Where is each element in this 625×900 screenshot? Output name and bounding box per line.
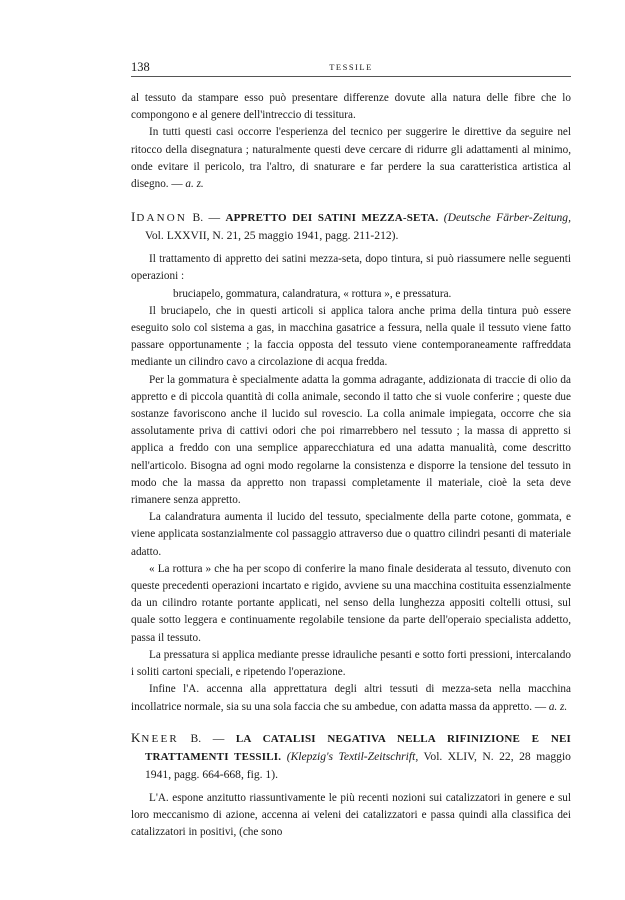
article-1-title: APPRETTO DEI SATINI MEZZA-SETA.	[225, 212, 439, 225]
page-number: 138	[131, 60, 150, 74]
article-2-paragraph: L'A. espone anzitutto riassuntivamente le più recenti nozioni sui catalizzatori in genere e sul loro meccanismo di azione, accenna ai veleni dei catalizzatori e passa quindi alla classifica dei catalizzatori in positivi, (che sono	[131, 791, 571, 839]
article-2-heading: KNEER B. — LA CATALISI NEGATIVA NELLA RIFINIZIONE E NEI TRATTAMENTI TESSILI. (Klepzig's Textil-Zeitschrift, Vol. XLIV, N. 22, 28 maggio 1941, pagg. 664-668, fig. 1).	[131, 729, 571, 781]
article-1-paragraph: La calandratura aumenta il lucido del tessuto, specialmente della parte cotone, gommata, e viene applicata sostanzialmente col passaggio attraverso due o quattro cilindri pesanti di materiale adatto.	[131, 511, 571, 558]
article-2-title: LA CATALISI NEGATIVA NELLA RIFINIZIONE E NEI TRATTAMENTI TESSILI.	[145, 732, 571, 763]
article-1-paragraph: Per la gommatura è specialmente adatta la gomma adragante, addizionata di traccie di olio da appretto e di piccola quantità di colla animale, secondo il tatto che si vuole conferire ; queste due sostanze favoriscono anche il lucido sul rovescio. La colla animale impiegata, occorre che sia assolutamente priva di cattivi odori che poi rimarrebbero nel tessuto ; la massa di appretto si applica a freddo con una semplice apparecchiatura ed una adatta manualità, come descritto nell'articolo. Bisogna ad ogni modo regolarne la consistenza e disporre la tensione del tessuto in modo che la massa da appretto non trapassi completamente il materiale, cioè la seta deve rimanere senza appretto.	[131, 373, 571, 507]
article-2-citation: Vol. XLIV, N. 22, 28 maggio 1941, pagg. 664-668, fig. 1).	[145, 749, 571, 781]
intro-paragraph-1: al tessuto da stampare esso può presentare differenze dovute alla natura delle fibre che lo compongono e al genere dell'intreccio di tessitura.	[131, 92, 571, 122]
body-text	[131, 90, 571, 841]
article-1-paragraph: « La rottura » che ha per scopo di conferire la mano finale desiderata al tessuto, divenuto con queste precedenti operazioni incartato e rigido, avviene su una macchina costituita essenzialmente da un cilindro rotante portante applicati, nel senso della lunghezza appositi coltelli ottusi, sul quale sotto leggera e continuamente regolabile tensione da parte dell'operaio specialista addetto, passa il tessuto.	[131, 562, 571, 644]
article-1-paragraph: Infine l'A. accenna alla apprettatura degli altri tessuti di mezza-seta nella macchina incollatrice normale, sia su una sola faccia che su ambedue, con adatta massa da appretto. — a. z.	[131, 683, 571, 713]
article-1-paragraph: Il bruciapelo, che in questi articoli si applica talora anche prima della tintura può essere eseguito solo col sistema a gas, in macchina gasatrice a fessura, nella quale il tessuto viene fatto passare opportunamente ; la faccia opposta del tessuto viene contemporaneamente raffreddata mediante un cilindro cavo a circolazione di acqua fredda.	[131, 304, 571, 369]
article-2-journal: (Klepzig's Textil-Zeitschrift,	[286, 749, 419, 763]
running-title: TESSILE	[329, 62, 373, 72]
article-1-citation: Vol. LXXVII, N. 21, 25 maggio 1941, pagg. 211-212).	[145, 229, 399, 243]
article-1-heading: IDANON B. — APPRETTO DEI SATINI MEZZA-SETA. (Deutsche Färber-Zeitung, Vol. LXXVII, N. 21, 25 maggio 1941, pagg. 211-212).	[131, 209, 571, 243]
article-1-operations: bruciapelo, gommatura, calandratura, « rottura », e pressatura.	[173, 287, 452, 300]
signature: a. z.	[185, 178, 204, 191]
article-1-author: IDANON	[131, 209, 188, 225]
signature: a. z.	[548, 700, 568, 713]
page-header	[131, 60, 571, 77]
article-2-author: KNEER	[131, 729, 179, 745]
article-1-paragraph: La pressatura si applica mediante presse idrauliche pesanti e sotto forti pressioni, intercalando i soliti cartoni speciali, e ripetendo l'operazione.	[131, 648, 571, 679]
article-1-paragraph: Il trattamento di appretto dei satini mezza-seta, dopo tintura, si può riassumere nelle seguenti operazioni :	[131, 253, 571, 283]
article-1-journal: (Deutsche Färber-Zeitung,	[443, 211, 571, 225]
intro-paragraph-2: In tutti questi casi occorre l'esperienza del tecnico per suggerire le direttive da seguire nel ritocco della disegnatura ; naturalmente questi deve cercare di ridurre gli adattamenti al minimo, onde evitare il pericolo, tra l'altro, di snaturare e far perdere la sua caratteristica artistica al disegno. — a. z.	[131, 126, 571, 191]
